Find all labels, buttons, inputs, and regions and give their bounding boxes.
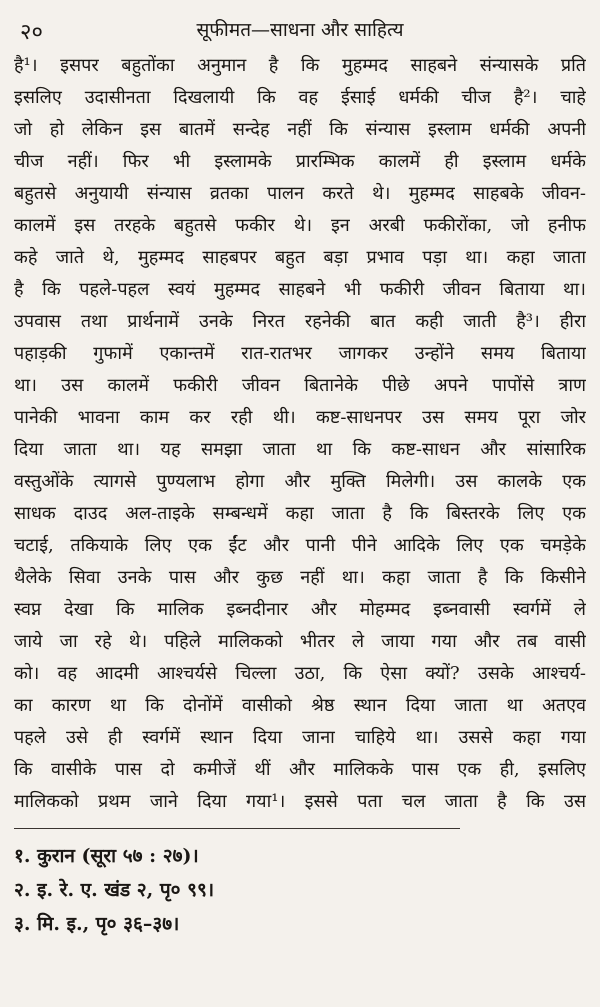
body-line: जो हो लेकिन इस बातमें सन्देह नहीं कि संन्यास इस्लाम धर्मकी अपनी — [14, 119, 586, 140]
body-line: वस्तुओंके त्यागसे पुण्यलाभ होगा और मुक्ति मिलेगी। उस कालके एक — [14, 471, 586, 492]
footnote-divider — [14, 828, 460, 829]
body-text — [14, 50, 586, 818]
body-line: साधक दाउद अल-ताइके सम्बन्धमें कहा जाता है कि बिस्तरके लिए एक — [14, 503, 586, 524]
body-line: है¹। इसपर बहुतोंका अनुमान है कि मुहम्मद साहबने संन्यासके प्रति — [14, 55, 586, 76]
body-line: पहाड़की गुफामें एकान्तमें रात-रातभर जागकर उन्होंने समय बिताया — [14, 343, 586, 364]
body-line: को। वह आदमी आश्चर्यसे चिल्ला उठा, कि ऐसा क्यों? उसके आश्चर्य- — [14, 663, 586, 684]
body-line: का कारण था कि दोनोंमें वासीको श्रेष्ठ स्थान दिया जाता था अतएव — [14, 695, 586, 716]
page-number: २० — [20, 20, 43, 45]
body-line: थैलेके सिवा उनके पास और कुछ नहीं था। कहा जाता है कि किसीने — [14, 567, 586, 588]
body-line: चीज नहीं। फिर भी इस्लामके प्रारम्भिक कालमें ही इस्लाम धर्मके — [14, 151, 586, 172]
body-line: स्वप्न देखा कि मालिक इब्नदीनार और मोहम्मद इब्नवासी स्वर्गमें ले — [14, 599, 586, 620]
body-line: है कि पहले-पहल स्वयं मुहम्मद साहबने भी फकीरी जीवन बिताया था। — [14, 279, 586, 300]
body-line: दिया जाता था। यह समझा जाता था कि कष्ट-साधन और सांसारिक — [14, 439, 586, 460]
body-line: कालमें इस तरहके बहुतसे फकीर थे। इन अरबी फकीरोंका, जो हनीफ — [14, 215, 586, 236]
body-line: पहले उसे ही स्वर्गमें स्थान दिया जाना चाहिये था। उससे कहा गया — [14, 727, 586, 748]
footnotes — [14, 839, 586, 941]
body-line: कहे जाते थे, मुहम्मद साहबपर बहुत बड़ा प्रभाव पड़ा था। कहा जाता — [14, 247, 586, 268]
body-line: जाये जा रहे थे। पहिले मालिकको भीतर ले जाया गया और तब वासी — [14, 631, 586, 652]
running-title: सूफीमत—साधना और साहित्य — [196, 19, 404, 41]
body-line: चटाई, तकियाके लिए एक ईंट और पानी पीने आदिके लिए एक चमड़ेके — [14, 535, 586, 556]
page-header — [14, 14, 586, 50]
body-line: था। उस कालमें फकीरी जीवन बितानेके पीछे अपने पापोंसे त्राण — [14, 375, 586, 396]
body-line: मालिकको प्रथम जाने दिया गया¹। इससे पता चल जाता है कि उस — [14, 791, 586, 812]
footnote: ३. मि. इ., पृ० ३६–३७। — [14, 913, 180, 935]
body-line: उपवास तथा प्रार्थनामें उनके निरत रहनेकी बात कही जाती है³। हीरा — [14, 311, 586, 332]
footnote: २. इ. रे. ए. खंड २, पृ० ९९। — [14, 879, 215, 901]
body-line: कि वासीके पास दो कमीजें थीं और मालिकके पास एक ही, इसलिए — [14, 759, 586, 780]
body-line: बहुतसे अनुयायी संन्यास व्रतका पालन करते थे। मुहम्मद साहबके जीवन- — [14, 183, 586, 204]
body-line: पानेकी भावना काम कर रही थी। कष्ट-साधनपर उस समय पूरा जोर — [14, 407, 586, 428]
body-line: इसलिए उदासीनता दिखलायी कि वह ईसाई धर्मकी चीज है²। चाहे — [14, 87, 586, 108]
footnote: १. कुरान (सूरा ५७ : २७)। — [14, 845, 199, 867]
